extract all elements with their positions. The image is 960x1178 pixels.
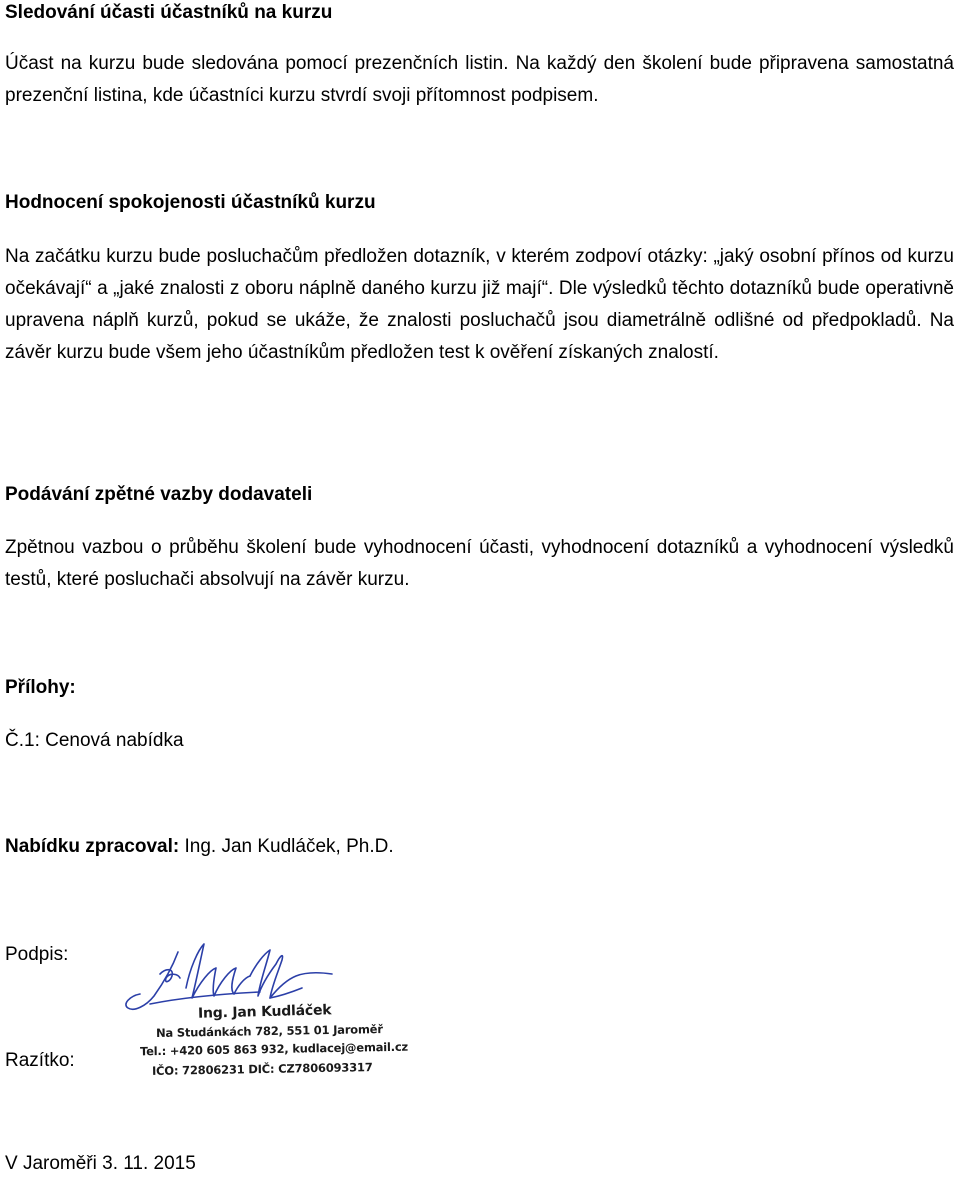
section-text-feedback: Zpětnou vazbou o průběhu školení bude vyhodnocení účasti, vyhodnocení dotazníků a vyhodnocení výsledků testů, které posluchači absolvují na závěr kurzu.	[5, 537, 954, 590]
company-stamp	[139, 1000, 409, 1090]
stamp-name: Ing. Jan Kudláček	[197, 1002, 332, 1022]
attachment-item: Č.1: Cenová nabídka	[5, 730, 184, 751]
stamp-ids: IČO: 72806231 DIČ: CZ7806093317	[151, 1060, 373, 1078]
prepared-by	[5, 836, 954, 858]
section-text-attendance: Účast na kurzu bude sledována pomocí prezenčních listin. Na každý den školení bude připravena samostatná prezenční listina, kde účastníci kurzu stvrdí svoji přítomnost podpisem.	[5, 53, 954, 106]
section-heading-feedback: Podávání zpětné vazby dodavateli	[5, 484, 313, 505]
section-text-satisfaction: Na začátku kurzu bude posluchačům předložen dotazník, v kterém zodpoví otázky: „jaký osobní přínos od kurzu očekávají“ a „jaké znalosti z oboru náplně daného kurzu již mají“. Dle výsledků těchto dotazníků bude operativně upravena náplň kurzů, pokud se ukáže, že znalosti posluchačů jsou diametrálně odlišné od předpokladů. Na závěr kurzu bude všem jeho účastníkům předložen test k ověření získaných znalostí.	[5, 246, 954, 363]
stamp-address: Na Studánkách 782, 551 01 Jaroměř	[155, 1022, 383, 1040]
prepared-by-name: Ing. Jan Kudláček, Ph.D.	[179, 836, 394, 857]
place-and-date: V Jaroměři 3. 11. 2015	[5, 1153, 196, 1174]
section-heading-attendance: Sledování účasti účastníků na kurzu	[5, 2, 333, 23]
signature-label: Podpis:	[5, 944, 69, 965]
stamp-label: Razítko:	[5, 1050, 75, 1071]
section-heading-satisfaction: Hodnocení spokojenosti účastníků kurzu	[5, 192, 376, 213]
attachments-heading: Přílohy:	[5, 677, 76, 698]
stamp-contact: Tel.: +420 605 863 932, kudlacej@email.cz	[139, 1039, 409, 1059]
prepared-by-label: Nabídku zpracoval:	[5, 836, 180, 857]
